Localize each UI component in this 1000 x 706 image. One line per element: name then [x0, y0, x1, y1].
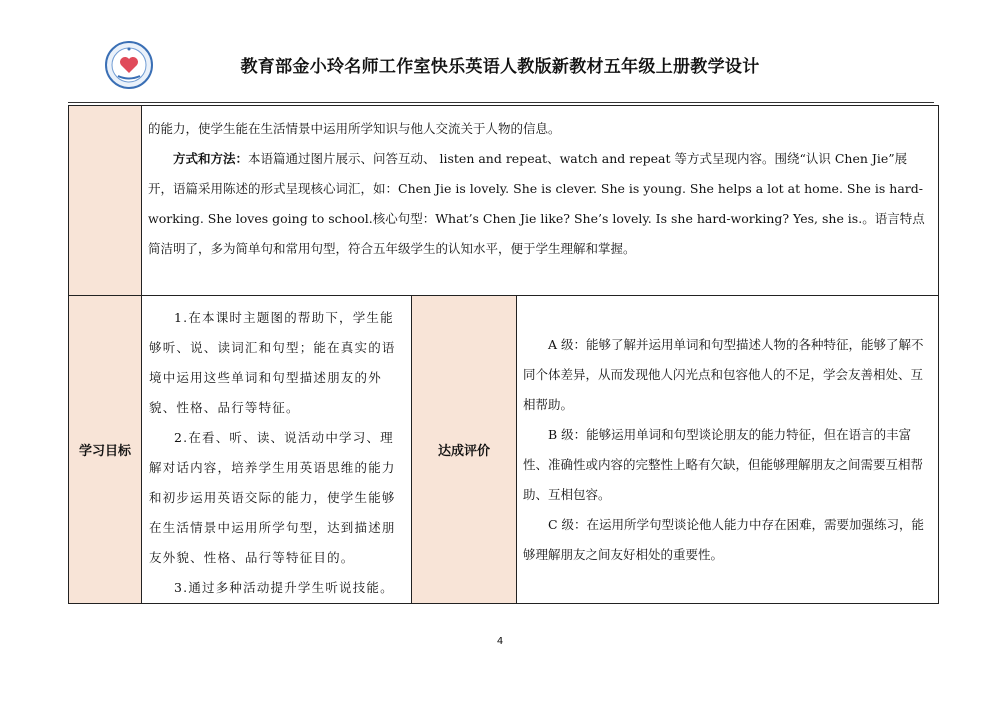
eval-label: 达成评价 [412, 296, 517, 604]
eval-cell [517, 296, 939, 604]
eval-level-b: B 级：能够运用单词和句型谈论朋友的能力特征，但在语言的丰富性、准确性或内容的完整性上略有欠缺，但能够理解朋友之间需要互相帮助、互相包容。 [523, 427, 924, 502]
table-row-content [69, 106, 939, 296]
content-line-1: 的能力，使学生能在生活情景中运用所学知识与他人交流关于人物的信息。 [148, 121, 561, 136]
header-divider [68, 102, 934, 103]
row-label-empty [69, 106, 142, 296]
method-paragraph [148, 144, 932, 264]
eval-level-c: C 级：在运用所学句型谈论他人能力中存在困难，需要加强练习，能够理解朋友之间友好相处的重要性。 [523, 517, 925, 562]
method-label: 方式和方法： [173, 151, 249, 166]
content-cell [142, 106, 939, 296]
goals-label: 学习目标 [69, 296, 142, 604]
goals-cell [142, 296, 412, 604]
table-row-goals [69, 296, 939, 604]
goal-item-1: 1.在本课时主题图的帮助下，学生能够听、说、读词汇和句型；能在真实的语境中运用这些单词和句型描述朋友的外貌、性格、品行等特征。 [149, 310, 396, 415]
page-number: 4 [496, 636, 504, 647]
lesson-plan-table [68, 105, 939, 604]
eval-level-a: A 级：能够了解并运用单词和句型描述人物的各种特征，能够了解不同个体差异，从而发现他人闪光点和包容他人的不足，学会友善相处、互相帮助。 [523, 337, 924, 412]
goal-item-3: 3.通过多种活动提升学生听说技能。 [174, 580, 394, 595]
page-title: 教育部金小玲名师工作室快乐英语人教版新教材五年级上册教学设计 [240, 57, 760, 77]
method-text: 本语篇通过图片展示、问答互动、 listen and repeat、watch and repeat 等方式呈现内容。围绕“认识 Chen Jie”展开，语篇采用陈述的形式呈现核心词汇，如：Chen Jie is lovely. She is clever. She is young. She helps a lot at home. She is hard-working. She loves going to school.核心句型：What’s Chen Jie like? She’s lovely. Is she hard-working? Yes, she is.。语言特点简洁明了，多为简单句和常用句型，符合五年级学生的认知水平，便于学生理解和掌握。 [148, 151, 925, 256]
goal-item-2: 2.在看、听、读、说活动中学习、理解对话内容，培养学生用英语思维的能力和初步运用英语交际的能力，使学生能够在生活情景中运用所学句型，达到描述朋友外貌、性格、品行等特征目的。 [149, 430, 396, 565]
